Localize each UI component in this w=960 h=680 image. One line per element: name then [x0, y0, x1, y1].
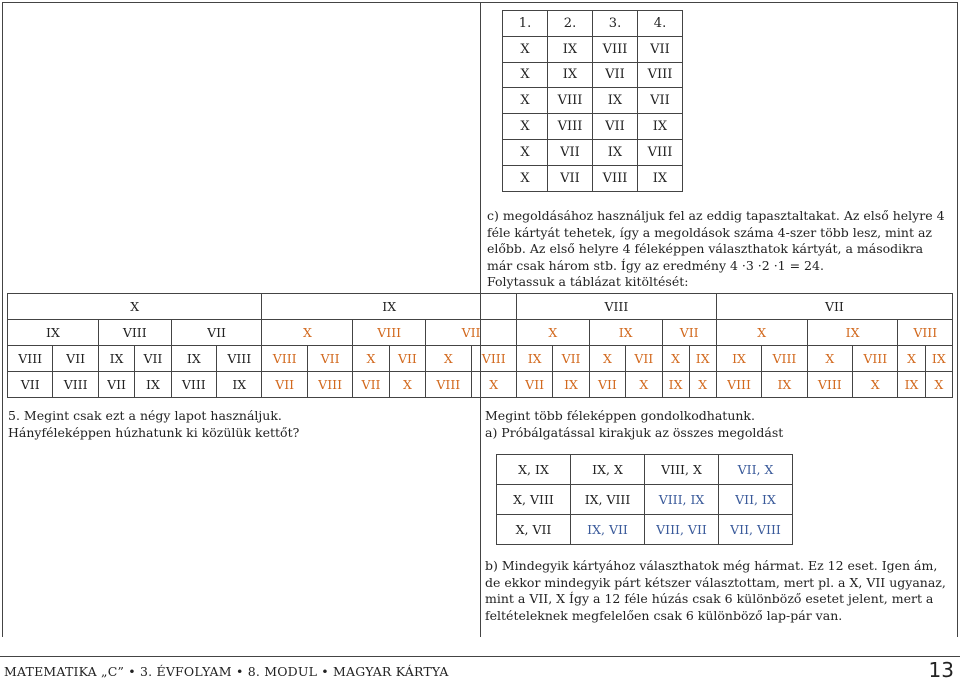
table-cell: X: [503, 62, 548, 88]
tree-cell: IX: [217, 372, 262, 398]
tree-cell: VIII: [716, 372, 761, 398]
tree-cell: VIII: [853, 346, 898, 372]
tree-cell: VII: [353, 372, 389, 398]
tree-cell: X: [689, 372, 716, 398]
header-cell: 1.: [503, 11, 548, 37]
tree-cell: X: [426, 346, 471, 372]
table-cell: X: [503, 139, 548, 165]
tree-level-1: [8, 294, 953, 320]
answer-intro-line-1: Megint több féleképpen gondolkodhatunk.: [485, 408, 755, 423]
table-cell: VIII: [593, 36, 638, 62]
tree-cell: X: [589, 346, 625, 372]
table-row: [497, 515, 793, 545]
tree-cell: VIII: [471, 346, 516, 372]
tree-cell: IX: [135, 372, 171, 398]
tree-cell: VII: [98, 372, 134, 398]
tree-cell: X: [807, 346, 852, 372]
tree-cell: X: [662, 346, 689, 372]
explanation-c: [487, 208, 952, 291]
tree-cell: VII: [662, 320, 716, 346]
pair-cell: IX, X: [571, 455, 645, 485]
pair-cell: VII, VIII: [719, 515, 793, 545]
tree-cell: VIII: [898, 320, 953, 346]
tree-cell: X: [853, 372, 898, 398]
explanation-b: b) Mindegyik kártyához választhatok még hármat. Ez 12 eset. Igen ám, de ekkor mindegyik párt kétszer választottam, mert pl. a X, VII ugyanaz, mint a VII, X Így a 12 féle húzás csak 6 különböző esetet jelent, mert a feltételeknek megfelelően csak 6 különböző lap-pár van.: [485, 558, 946, 623]
tree-cell: VII: [589, 372, 625, 398]
question-5-line-1: 5. Megint csak ezt a négy lapot használjuk.: [8, 408, 282, 423]
tree-cell: X: [8, 294, 262, 320]
tree-cell: IX: [171, 346, 216, 372]
tree-cell: IX: [716, 346, 761, 372]
table-cell: IX: [638, 114, 683, 140]
table-cell: X: [503, 114, 548, 140]
tree-cell: VII: [171, 320, 262, 346]
table-cell: X: [503, 88, 548, 114]
table-cell: IX: [638, 165, 683, 191]
tree-cell: VII: [626, 346, 662, 372]
tree-level-3: [8, 346, 953, 372]
pair-cell: VIII, IX: [645, 485, 719, 515]
tree-cell: X: [516, 320, 589, 346]
tree-cell: X: [471, 372, 516, 398]
table-cell: VIII: [593, 165, 638, 191]
tree-cell: VIII: [171, 372, 216, 398]
tree-cell: IX: [516, 346, 552, 372]
tree-cell: X: [925, 372, 952, 398]
tree-cell: VIII: [262, 346, 307, 372]
tree-cell: VII: [426, 320, 517, 346]
footer-title: MATEMATIKA „C” • 3. ÉVFOLYAM • 8. MODUL • MAGYAR KÁRTYA: [4, 664, 449, 679]
table-cell: X: [503, 165, 548, 191]
table-cell: IX: [548, 62, 593, 88]
tree-cell: VII: [553, 346, 589, 372]
pair-cell: X, IX: [497, 455, 571, 485]
continue-table-text: Folytassuk a táblázat kitöltését:: [487, 274, 689, 289]
table-cell: VIII: [638, 62, 683, 88]
table-cell: VII: [593, 114, 638, 140]
table-cell: VIII: [548, 114, 593, 140]
table-cell: VII: [548, 139, 593, 165]
table-cell: IX: [548, 36, 593, 62]
tree-cell: IX: [898, 372, 925, 398]
tree-cell: VIII: [217, 346, 262, 372]
explanation-c-text: c) megoldásához használjuk fel az eddig tapasztaltakat. Az első helyre 4 féle kártyát tehetek, így a megoldások száma 4-szer több lesz, mint az előbb. Az első helyre 4 féleképpen választhatok kártyát, a másodikra már csak három stb. Így az eredmény 4 ·3 ·2 ·1 = 24.: [487, 208, 945, 273]
tree-cell: X: [626, 372, 662, 398]
tree-cell: IX: [807, 320, 898, 346]
tree-cell: IX: [8, 320, 99, 346]
tree-cell: VII: [307, 346, 352, 372]
tree-cell: IX: [662, 372, 689, 398]
header-cell: 3.: [593, 11, 638, 37]
tree-cell: X: [353, 346, 389, 372]
table-row: [497, 485, 793, 515]
pair-cell: IX, VIII: [571, 485, 645, 515]
answer-intro: [485, 408, 945, 441]
table-row: [503, 139, 683, 165]
tree-cell: IX: [925, 346, 952, 372]
tree-level-2: [8, 320, 953, 346]
pair-cell: X, VII: [497, 515, 571, 545]
table-cell: VII: [593, 62, 638, 88]
pairs-table: [496, 454, 793, 545]
table-row: [503, 36, 683, 62]
tree-cell: X: [262, 320, 353, 346]
table-row: [503, 165, 683, 191]
tree-cell: VIII: [807, 372, 852, 398]
table-cell: VIII: [638, 139, 683, 165]
table-cell: VII: [548, 165, 593, 191]
pair-cell: X, VIII: [497, 485, 571, 515]
tree-cell: X: [389, 372, 425, 398]
table-cell: X: [503, 36, 548, 62]
tree-cell: IX: [762, 372, 807, 398]
header-cell: 4.: [638, 11, 683, 37]
table-row: [503, 114, 683, 140]
tree-cell: VII: [8, 372, 53, 398]
permutation-tree-table: [7, 293, 953, 398]
tree-cell: IX: [98, 346, 134, 372]
permutation-table: [502, 10, 683, 192]
table-row: [497, 455, 793, 485]
footer-divider: [0, 656, 960, 657]
tree-cell: VII: [516, 372, 552, 398]
tree-cell: VIII: [8, 346, 53, 372]
table-cell: VII: [638, 36, 683, 62]
tree-cell: X: [898, 346, 925, 372]
tree-cell: VIII: [353, 320, 426, 346]
tree-cell: VII: [716, 294, 952, 320]
table-row: [503, 62, 683, 88]
tree-cell: VII: [262, 372, 307, 398]
tree-cell: VIII: [53, 372, 98, 398]
table-cell: IX: [593, 88, 638, 114]
tree-cell: IX: [689, 346, 716, 372]
pair-cell: IX, VII: [571, 515, 645, 545]
table-row: [503, 88, 683, 114]
tree-level-4: [8, 372, 953, 398]
pair-cell: VII, IX: [719, 485, 793, 515]
table-cell: VIII: [548, 88, 593, 114]
page-number: 13: [928, 658, 954, 680]
pair-cell: VIII, X: [645, 455, 719, 485]
tree-cell: VII: [389, 346, 425, 372]
pair-cell: VIII, VII: [645, 515, 719, 545]
tree-cell: IX: [262, 294, 516, 320]
header-cell: 2.: [548, 11, 593, 37]
tree-cell: VII: [135, 346, 171, 372]
tree-cell: VIII: [307, 372, 352, 398]
answer-intro-line-2: a) Próbálgatással kirakjuk az összes megoldást: [485, 424, 784, 440]
table-cell: VII: [638, 88, 683, 114]
table-cell: IX: [593, 139, 638, 165]
question-5: [8, 408, 448, 441]
tree-cell: VIII: [516, 294, 716, 320]
question-5-line-2: Hányféleképpen húzhatunk ki közülük kettőt?: [8, 424, 300, 440]
tree-cell: VII: [53, 346, 98, 372]
pair-cell: VII, X: [719, 455, 793, 485]
table-header-row: [503, 11, 683, 37]
tree-cell: IX: [553, 372, 589, 398]
tree-cell: X: [716, 320, 807, 346]
tree-cell: VIII: [762, 346, 807, 372]
tree-cell: VIII: [98, 320, 171, 346]
tree-cell: IX: [589, 320, 662, 346]
tree-cell: VIII: [426, 372, 471, 398]
